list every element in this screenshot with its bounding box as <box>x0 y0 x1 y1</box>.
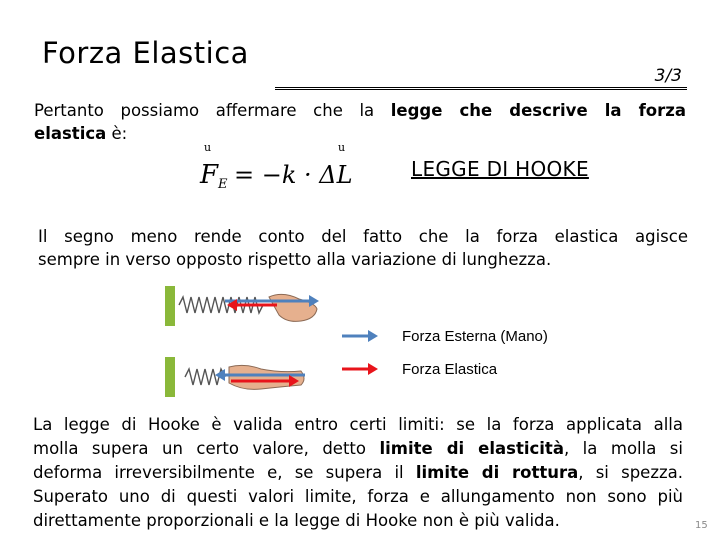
limits-line-2 <box>33 437 683 461</box>
intro-bold-2: elastica <box>34 124 107 143</box>
formula-rhs: = −k · ΔL <box>234 161 353 189</box>
intro-text: Pertanto possiamo affermare che la <box>34 101 391 120</box>
hooke-formula <box>198 142 358 190</box>
formula-force-subscript: E <box>218 177 228 190</box>
vector-accent-f: u <box>204 142 212 154</box>
page-number: 15 <box>695 520 708 531</box>
legend-external <box>342 322 562 350</box>
intro-text-end: è: <box>106 124 128 143</box>
rupture-limit-term: limite di rottura <box>415 463 579 482</box>
limits-line-3 <box>33 461 683 485</box>
intro-paragraph <box>34 99 686 145</box>
limits-line-4: Superato uno di questi valori limite, forza e allungamento non sono più <box>33 487 683 506</box>
vector-accent-l: u <box>338 142 346 154</box>
legend-external-arrow <box>368 330 378 342</box>
limits-text: , la molla si <box>563 439 683 458</box>
intro-bold-1: legge che descrive la forza <box>390 101 686 120</box>
limits-text: molla supera un certo valore, detto <box>33 439 380 458</box>
limits-text: , si spezza. <box>578 463 683 482</box>
limits-line-1: La legge di Hooke è valida entro certi limiti: se la forza applicata alla <box>33 415 683 434</box>
slide-counter: 3/3 <box>654 66 682 86</box>
legend-elastic <box>342 355 562 383</box>
legend-elastic-arrow <box>368 363 378 375</box>
sign-explanation <box>38 225 688 271</box>
elastic-limit-term: limite di elasticità <box>379 439 564 458</box>
spring-compressed-panel <box>165 357 325 397</box>
intro-line-1 <box>34 99 686 122</box>
slide-title: Forza Elastica <box>42 36 249 70</box>
limits-text: deforma irreversibilmente e, se supera il <box>33 463 416 482</box>
sign-line-1: Il segno meno rende conto del fatto che la forza elastica agisce <box>38 227 688 246</box>
spring-illustration <box>165 283 335 403</box>
intro-line-2 <box>34 124 127 143</box>
title-divider <box>275 87 687 90</box>
sign-line-2: sempre in verso opposto rispetto alla variazione di lunghezza. <box>38 250 552 269</box>
limits-line-5: direttamente proporzionali e la legge di Hooke non è più valida. <box>33 511 560 530</box>
spring-stretched-panel <box>165 286 319 326</box>
limits-paragraph <box>33 413 683 533</box>
formula-force-symbol: F <box>200 160 219 190</box>
legend-elastic-label: Forza Elastica <box>402 361 498 378</box>
legend-external-label: Forza Esterna (Mano) <box>402 328 548 345</box>
hooke-law-label: LEGGE DI HOOKE <box>411 157 589 181</box>
